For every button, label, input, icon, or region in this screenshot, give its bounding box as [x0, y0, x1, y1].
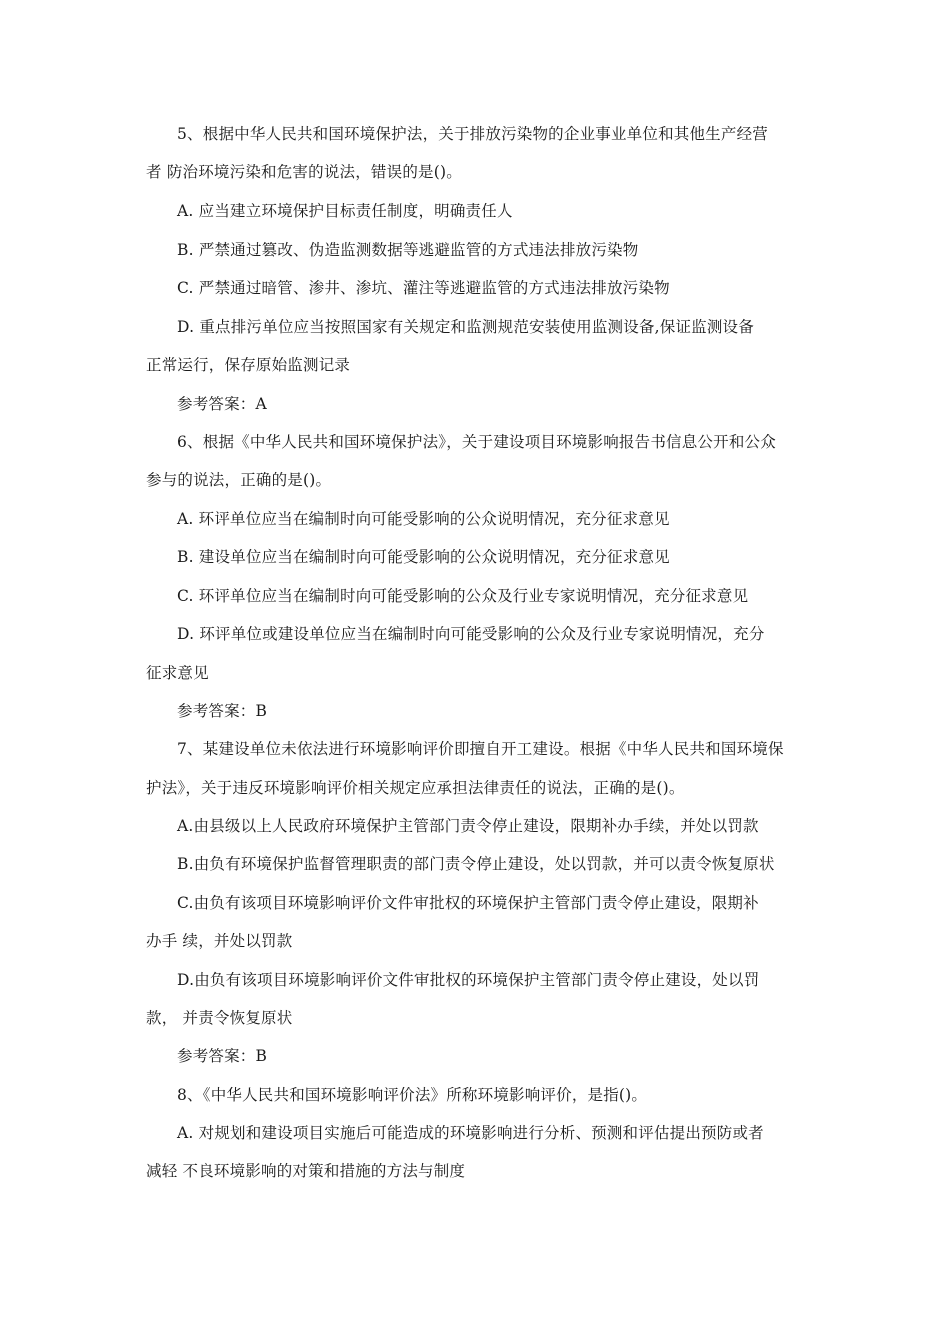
- question-6-option-d-cont: 征求意见: [146, 664, 209, 682]
- question-5-option-a: A. 应当建立环境保护目标责任制度，明确责任人: [177, 202, 513, 220]
- question-7-answer: 参考答案：B: [177, 1047, 268, 1065]
- question-6-answer: 参考答案：B: [177, 702, 268, 720]
- question-6-option-a: A. 环评单位应当在编制时向可能受影响的公众说明情况，充分征求意见: [177, 510, 670, 528]
- question-7-option-d-cont: 款， 并责令恢复原状: [146, 1009, 293, 1027]
- question-5-stem-cont: 者 防治环境污染和危害的说法，错误的是()。: [146, 163, 462, 181]
- question-5-option-d: D. 重点排污单位应当按照国家有关规定和监测规范安装使用监测设备,保证监测设备: [177, 318, 754, 336]
- question-8-option-a: A. 对规划和建设项目实施后可能造成的环境影响进行分析、预测和评估提出预防或者: [177, 1124, 764, 1142]
- question-8-stem: 8、《中华人民共和国环境影响评价法》所称环境影响评价，是指()。: [177, 1086, 648, 1104]
- question-5-stem: 5、根据中华人民共和国环境保护法，关于排放污染物的企业事业单位和其他生产经营: [177, 125, 768, 143]
- question-5-option-c: C. 严禁通过暗管、渗井、渗坑、灌注等逃避监管的方式违法排放污染物: [177, 279, 670, 297]
- question-7-option-b: B.由负有环境保护监督管理职责的部门责令停止建设，处以罚款，并可以责令恢复原状: [177, 855, 775, 873]
- question-7-option-d: D.由负有该项目环境影响评价文件审批权的环境保护主管部门责令停止建设，处以罚: [177, 971, 760, 989]
- question-6-option-c: C. 环评单位应当在编制时向可能受影响的公众及行业专家说明情况，充分征求意见: [177, 587, 749, 605]
- question-5-answer: 参考答案：A: [177, 395, 267, 413]
- question-7-option-c-cont: 办手 续，并处以罚款: [146, 932, 293, 950]
- question-5-option-b: B. 严禁通过篡改、伪造监测数据等逃避监管的方式违法排放污染物: [177, 241, 639, 259]
- question-6-stem: 6、根据《中华人民共和国环境保护法》，关于建设项目环境影响报告书信息公开和公众: [177, 433, 776, 451]
- question-7-stem-cont: 护法》，关于违反环境影响评价相关规定应承担法律责任的说法，正确的是()。: [146, 779, 685, 797]
- question-6-option-d: D. 环评单位或建设单位应当在编制时向可能受影响的公众及行业专家说明情况，充分: [177, 625, 765, 643]
- question-5-option-d-cont: 正常运行，保存原始监测记录: [146, 356, 351, 374]
- question-6-option-b: B. 建设单位应当在编制时向可能受影响的公众说明情况，充分征求意见: [177, 548, 670, 566]
- question-6-stem-cont: 参与的说法，正确的是()。: [146, 471, 332, 489]
- question-7-option-c: C.由负有该项目环境影响评价文件审批权的环境保护主管部门责令停止建设，限期补: [177, 894, 759, 912]
- question-7-stem: 7、某建设单位未依法进行环境影响评价即擅自开工建设。根据《中华人民共和国环境保: [177, 740, 784, 758]
- question-7-option-a: A.由县级以上人民政府环境保护主管部门责令停止建设，限期补办手续，并处以罚款: [177, 817, 759, 835]
- question-8-option-a-cont: 减轻 不良环境影响的对策和措施的方法与制度: [146, 1162, 466, 1180]
